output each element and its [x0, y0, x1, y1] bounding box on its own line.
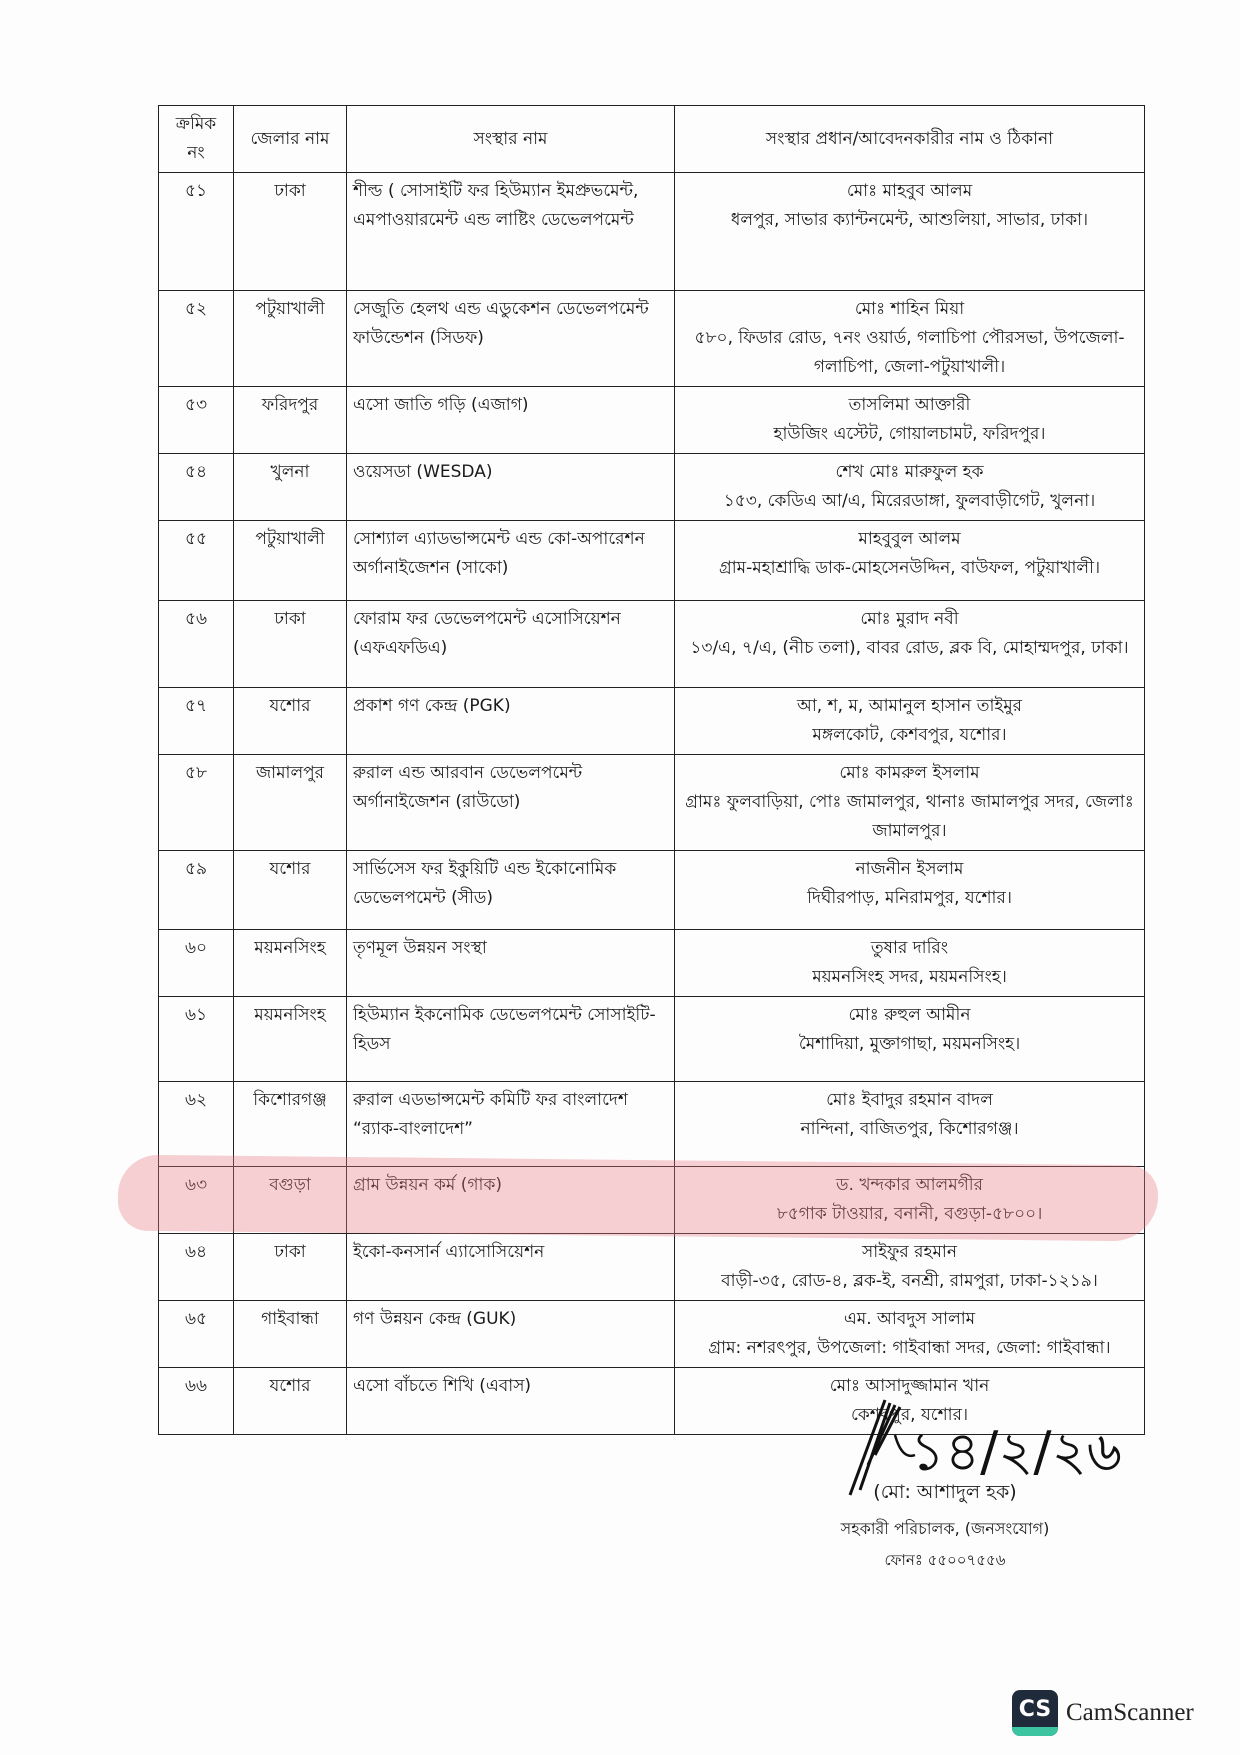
address: নান্দিনা, বাজিতপুর, কিশোরগঞ্জ।: [800, 1119, 1019, 1139]
address: ৮৫গাক টাওয়ার, বনানী, বগুড়া-৫৮০০।: [776, 1204, 1043, 1224]
org-name-cell: গ্রাম উন্নয়ন কর্ম (গাক): [347, 1167, 675, 1234]
serial-cell: ৫২: [159, 291, 234, 387]
serial-cell: ৫৩: [159, 387, 234, 454]
address: গ্রামঃ ফুলবাড়িয়া, পোঃ জামালপুর, থানাঃ জামালপুর সদর, জেলাঃ জামালপুর।: [685, 792, 1134, 841]
head-name: মোঃ কামরুল ইসলাম: [839, 763, 980, 783]
serial-cell: ৫৫: [159, 521, 234, 601]
org-name-cell: সার্ভিসেস ফর ইকুয়িটি এন্ড ইকোনোমিক ডেভেলপমেন্ট (সীড): [347, 851, 675, 930]
serial-cell: ৫১: [159, 173, 234, 291]
camscanner-logo-icon: CS: [1012, 1690, 1058, 1736]
signatory-name: (মো: আশাদুল হক): [873, 1481, 1017, 1503]
district-cell: ফরিদপুর: [234, 387, 347, 454]
serial-cell: ৫৬: [159, 601, 234, 688]
head-name: মোঃ ইবাদুর রহমান বাদল: [826, 1090, 993, 1110]
org-name-cell: প্রকাশ গণ কেন্দ্র (PGK): [347, 688, 675, 755]
header-serial: ক্রমিক নং: [159, 106, 234, 173]
head-name: সাইফুর রহমান: [862, 1242, 957, 1262]
header-district: জেলার নাম: [234, 106, 347, 173]
head-name: মাহবুবুল আলম: [858, 529, 961, 549]
district-cell: কিশোরগঞ্জ: [234, 1082, 347, 1167]
district-cell: ময়মনসিংহ: [234, 997, 347, 1082]
head-name: মোঃ রুহুল আমীন: [848, 1005, 971, 1025]
serial-cell: ৫৪: [159, 454, 234, 521]
head-address-cell: [675, 1234, 1145, 1301]
table-row: [159, 521, 1145, 601]
address: মৈশাদিয়া, মুক্তাগাছা, ময়মনসিংহ।: [798, 1034, 1021, 1054]
org-name-cell: রুরাল এডভান্সমেন্ট কমিটি ফর বাংলাদেশ “র‍্যাক-বাংলাদেশ”: [347, 1082, 675, 1167]
head-address-cell: [675, 454, 1145, 521]
serial-cell: ৬১: [159, 997, 234, 1082]
org-name-cell: এসো বাঁচতে শিখি (এবাস): [347, 1368, 675, 1435]
address: দিঘীরপাড়, মনিরামপুর, যশোর।: [807, 888, 1012, 908]
head-name: শেখ মোঃ মারুফুল হক: [835, 462, 984, 482]
serial-cell: ৬৩: [159, 1167, 234, 1234]
org-name-cell: হিউম্যান ইকনোমিক ডেভেলপমেন্ট সোসাইটি-হিডস: [347, 997, 675, 1082]
head-name: এম. আবদুস সালাম: [843, 1309, 976, 1329]
table-row: [159, 291, 1145, 387]
table-row: [159, 1167, 1145, 1234]
org-name-cell: এসো জাতি গড়ি (এজাগ): [347, 387, 675, 454]
serial-cell: ৬৫: [159, 1301, 234, 1368]
table-row: [159, 1082, 1145, 1167]
district-cell: খুলনা: [234, 454, 347, 521]
address: কেশবপুর, যশোর।: [850, 1405, 969, 1425]
district-cell: জামালপুর: [234, 755, 347, 851]
head-name: মোঃ মাহবুব আলম: [846, 181, 973, 201]
head-name: মোঃ শাহিন মিয়া: [854, 299, 965, 319]
head-name: মোঃ আসাদুজ্জামান খান: [829, 1376, 990, 1396]
signatory-title: সহকারী পরিচালক, (জনসংযোগ): [840, 1519, 1050, 1538]
camscanner-brand: CamScanner: [1066, 1699, 1194, 1726]
camscanner-watermark: [1012, 1690, 1194, 1736]
org-name-cell: গণ উন্নয়ন কেন্দ্র (GUK): [347, 1301, 675, 1368]
address: ধলপুর, সাভার ক্যান্টনমেন্ট, আশুলিয়া, সাভার, ঢাকা।: [730, 210, 1089, 230]
serial-cell: ৬৬: [159, 1368, 234, 1435]
organization-table: [158, 105, 1145, 1435]
head-address-cell: [675, 930, 1145, 997]
org-name-cell: ফোরাম ফর ডেভেলপমেন্ট এসোসিয়েশন (এফএফডিএ): [347, 601, 675, 688]
address: ১৩/এ, ৭/এ, (নীচ তলা), বাবর রোড, ব্লক বি, মোহাম্মদপুর, ঢাকা।: [690, 638, 1129, 658]
head-name: আ, শ, ম, আমানুল হাসান তাইমুর: [796, 696, 1023, 716]
district-cell: যশোর: [234, 851, 347, 930]
district-cell: ঢাকা: [234, 601, 347, 688]
address: মঙ্গলকোট, কেশবপুর, যশোর।: [812, 725, 1007, 745]
address: ৫৮০, ফিডার রোড, ৭নং ওয়ার্ড, গলাচিপা পৌরসভা, উপজেলা-গলাচিপা, জেলা-পটুয়াখালী।: [694, 328, 1125, 377]
head-address-cell: [675, 1167, 1145, 1234]
district-cell: পটুয়াখালী: [234, 521, 347, 601]
head-name: তাসলিমা আক্তারী: [848, 395, 971, 415]
table-row: [159, 997, 1145, 1082]
table-header-row: [159, 106, 1145, 173]
head-name: ড. খন্দকার আলমগীর: [836, 1175, 983, 1195]
org-name-cell: সেজুতি হেলথ এন্ড এডুকেশন ডেভেলপমেন্ট ফাউন্ডেশন (সিডফ): [347, 291, 675, 387]
header-head-address: সংস্থার প্রধান/আবেদনকারীর নাম ও ঠিকানা: [675, 106, 1145, 173]
handwritten-date: ১৪/২/২৬: [910, 1420, 1122, 1483]
address: গ্রাম-মহাশ্রাদ্ধি ডাক-মোহসেনউদ্দিন, বাউফল, পটুয়াখালী।: [718, 558, 1101, 578]
org-name-cell: তৃণমূল উন্নয়ন সংস্থা: [347, 930, 675, 997]
head-address-cell: [675, 291, 1145, 387]
head-address-cell: [675, 173, 1145, 291]
serial-cell: ৫৮: [159, 755, 234, 851]
table-row: [159, 387, 1145, 454]
head-address-cell: [675, 1082, 1145, 1167]
district-cell: পটুয়াখালী: [234, 291, 347, 387]
header-org: সংস্থার নাম: [347, 106, 675, 173]
table-row: [159, 1301, 1145, 1368]
head-name: তুষার দারিং: [870, 938, 949, 958]
serial-cell: ৬৪: [159, 1234, 234, 1301]
table-row: [159, 930, 1145, 997]
table-row: [159, 755, 1145, 851]
serial-cell: ৫৯: [159, 851, 234, 930]
head-address-cell: [675, 851, 1145, 930]
org-name-cell: ইকো-কনসার্ন এ্যাসোসিয়েশন: [347, 1234, 675, 1301]
district-cell: ময়মনসিংহ: [234, 930, 347, 997]
head-address-cell: [675, 997, 1145, 1082]
district-cell: যশোর: [234, 688, 347, 755]
signatory-block: [800, 1478, 1090, 1574]
serial-cell: ৬২: [159, 1082, 234, 1167]
table-row: [159, 1234, 1145, 1301]
serial-cell: ৫৭: [159, 688, 234, 755]
address: হাউজিং এস্টেট, গোয়ালচামট, ফরিদপুর।: [773, 424, 1046, 444]
address: গ্রাম: নশরৎপুর, উপজেলা: গাইবান্ধা সদর, জেলা: গাইবান্ধা।: [708, 1338, 1111, 1358]
address: বাড়ী-৩৫, রোড-৪, ব্লক-ই, বনশ্রী, রামপুরা, ঢাকা-১২১৯।: [721, 1271, 1098, 1291]
district-cell: গাইবান্ধা: [234, 1301, 347, 1368]
head-name: নাজনীন ইসলাম: [855, 859, 964, 879]
table-row: [159, 173, 1145, 291]
org-name-cell: রুরাল এন্ড আরবান ডেভেলপমেন্ট অর্গানাইজেশন (রাউডো): [347, 755, 675, 851]
org-name-cell: শীল্ড ( সোসাইটি ফর হিউম্যান ইমপ্রুভমেন্ট, এমপাওয়ারমেন্ট এন্ড লাষ্টিং ডেভেলপমেন্ট: [347, 173, 675, 291]
head-address-cell: [675, 521, 1145, 601]
head-name: মোঃ মুরাদ নবী: [860, 609, 959, 629]
district-cell: ঢাকা: [234, 173, 347, 291]
org-name-cell: সোশ্যাল এ্যাডভান্সমেন্ট এন্ড কো-অপারেশন অর্গানাইজেশন (সাকো): [347, 521, 675, 601]
table-row: [159, 688, 1145, 755]
head-address-cell: [675, 387, 1145, 454]
district-cell: যশোর: [234, 1368, 347, 1435]
table-row: [159, 601, 1145, 688]
serial-cell: ৬০: [159, 930, 234, 997]
head-address-cell: [675, 755, 1145, 851]
head-address-cell: [675, 688, 1145, 755]
signatory-phone: ফোনঃ ৫৫০০৭৫৫৬: [884, 1551, 1006, 1569]
head-address-cell: [675, 1301, 1145, 1368]
address: ১৫৩, কেডিএ আ/এ, মিরেরডাঙ্গা, ফুলবাড়ীগেট, খুলনা।: [723, 491, 1096, 511]
table-row: [159, 851, 1145, 930]
head-address-cell: [675, 601, 1145, 688]
district-cell: বগুড়া: [234, 1167, 347, 1234]
district-cell: ঢাকা: [234, 1234, 347, 1301]
address: ময়মনসিংহ সদর, ময়মনসিংহ।: [812, 967, 1007, 987]
table-row: [159, 454, 1145, 521]
org-name-cell: ওয়েসডা (WESDA): [347, 454, 675, 521]
